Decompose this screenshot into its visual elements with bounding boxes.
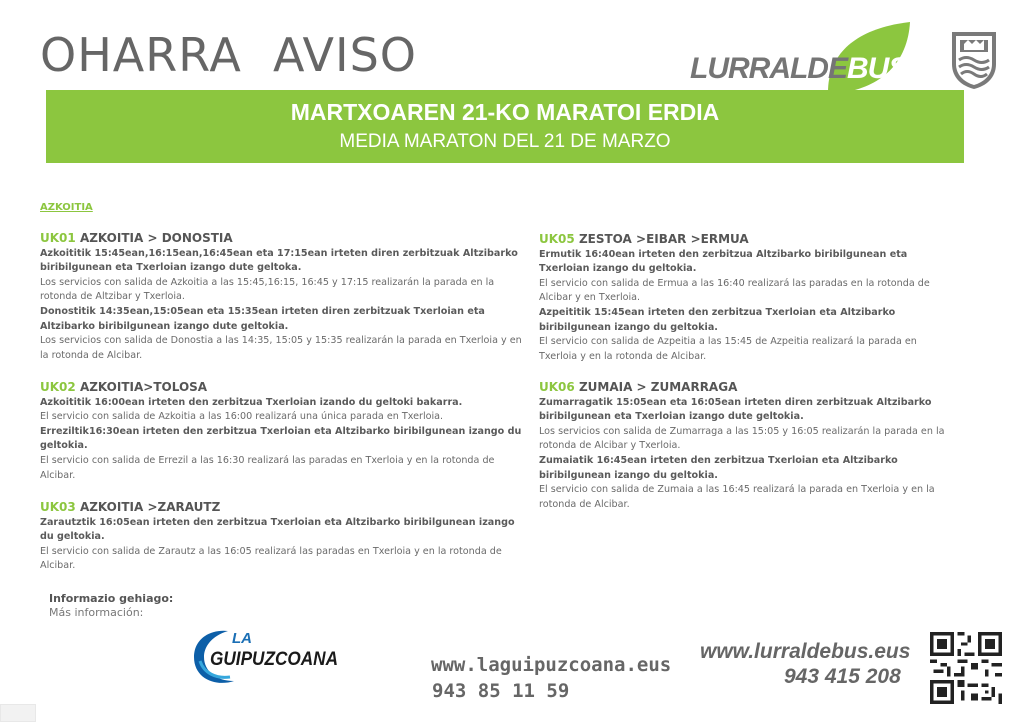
route-uk06 xyxy=(539,380,949,512)
guipuzcoana-logo-main: GUIPUZCOANA xyxy=(210,649,338,670)
route-name: AZKOITIA>TOLOSA xyxy=(79,380,208,394)
more-info-label-eu: Informazio gehiago: xyxy=(49,592,174,605)
route-note-es: El servicio con salida de Zarautz a las 16:05 realizará las paradas en Txerloia y en la rotonda de Alcibar. xyxy=(40,545,502,572)
route-code: UK03 xyxy=(40,500,76,514)
route-note-eu: Ermutik 16:40ean irteten den zerbitzua Altzibarko biribilgunean eta Txerloian izango du geltokia. xyxy=(539,248,908,275)
route-note-es: El servicio con salida de Ermua a las 16:40 realizará las paradas en la rotonda de Alcibar y en Txerloia. xyxy=(539,277,930,304)
route-code: UK05 xyxy=(539,232,575,246)
route-name: ZUMAIA > ZUMARRAGA xyxy=(578,380,738,394)
route-uk01 xyxy=(40,231,528,363)
route-note-es: Los servicios con salida de Azkoitia a las 15:45,16:15, 16:45 y 17:15 realizarán la parada en la rotonda de Altzibar y Txerloia. xyxy=(40,276,495,303)
route-code: UK06 xyxy=(539,380,575,394)
town-link-azkoitia[interactable]: AZKOITIA xyxy=(40,202,93,213)
route-note-eu: Azpeititik 15:45ean irteten den zerbitzua Txerloian eta Altzibarko biribilgunean izango du geltokia. xyxy=(539,306,896,333)
route-note-eu: Erreziltik16:30ean irteten den zerbitzua Txerloian eta Altzibarko biribilgunean izango du geltokia. xyxy=(40,425,522,452)
route-note-eu: Zarautztik 16:05ean irteten den zerbitzua Txerloian eta Altzibarko biribilgunean izango du geltokia. xyxy=(40,516,515,543)
route-name: ZESTOA >EIBAR >ERMUA xyxy=(578,232,749,246)
guipuzcoana-logo-top: LA xyxy=(232,630,252,647)
route-note-es: El servicio con salida de Azpeitia a las 15:45 de Azpeitia realizará la parada en Txerloia y en la rotonda de Alcibar. xyxy=(539,336,917,362)
route-note-es: El servicio con salida de Zumaia a las 16:45 realizará la parada en Txerloia y en la rotonda de Alcibar. xyxy=(539,484,935,510)
coat-of-arms-icon xyxy=(950,30,998,90)
route-name: AZKOITIA > DONOSTIA xyxy=(79,231,233,245)
guipuzcoana-phone: 943 85 11 59 xyxy=(432,680,570,702)
lurraldebus-phone: 943 415 208 xyxy=(784,665,901,688)
banner-title-eu: MARTXOAREN 21-KO MARATOI ERDIA xyxy=(290,99,720,125)
route-uk03 xyxy=(40,500,528,574)
route-note-es: Los servicios con salida de Donostia a las 14:35, 15:05 y 15:35 realizarán la parada en Txerloia y en la rotonda de Alcibar. xyxy=(40,335,522,361)
route-note-eu: Azkoititik 16:00ean irteten den zerbitzua Txerloian izando du geltoki bakarra. xyxy=(40,396,463,408)
route-note-eu: Zumaiatik 16:45ean irteten den zerbitzua Txerloian eta Altzibarko biribilgunean izango du geltokia. xyxy=(539,454,898,481)
lurraldebus-logo xyxy=(684,20,916,98)
corner-mark xyxy=(0,704,36,722)
more-info-label-es: Más información: xyxy=(49,606,144,619)
route-note-es: Los servicios con salida de Zumarraga a las 15:05 y 16:05 realizarán la parada en la rotonda de Alcibar y Txerloia. xyxy=(539,425,945,452)
more-info xyxy=(49,592,173,620)
route-note-es: El servicio con salida de Azkoitia a las 16:00 realizará una única parada en Txerloia. xyxy=(40,411,444,423)
route-note-es: El servicio con salida de Errezil a las 16:30 realizará las paradas en Txerloia y en la rotonda de Alcibar. xyxy=(40,454,495,481)
laguipuzcoana-logo xyxy=(190,627,350,687)
route-name: AZKOITIA >ZARAUTZ xyxy=(79,500,221,514)
brand-text: LURRALDE xyxy=(690,52,847,85)
qr-code-icon[interactable] xyxy=(930,632,1002,704)
route-note-eu: Azkoititik 15:45ean,16:15ean,16:45ean eta 17:15ean irteten diren zerbitzuak Altzibarko biribilgunean eta Txerloian izango dute geltoka. xyxy=(40,247,518,274)
page-title: OHARRA AVISO xyxy=(40,28,418,82)
route-uk02 xyxy=(40,380,528,483)
route-note-eu: Zumarragatik 15:05ean eta 16:05ean irteten diren zerbitzuak Altzibarko biribilgunean eta Txerloian izango dute geltokia. xyxy=(539,396,932,423)
brand-text-accent: BUS xyxy=(847,52,908,85)
banner-title-es: MEDIA MARATON DEL 21 DE MARZO xyxy=(339,131,671,152)
guipuzcoana-website-link[interactable]: www.laguipuzcoana.eus xyxy=(431,654,672,676)
route-code: UK02 xyxy=(40,380,76,394)
announcement-banner xyxy=(46,90,964,163)
route-note-eu: Donostitik 14:35ean,15:05ean eta 15:35ean irteten diren zerbitzuak Txerloian eta Altzibarko biribilgunean izango dute geltokia. xyxy=(40,305,485,332)
route-code: UK01 xyxy=(40,231,76,245)
lurraldebus-website-link[interactable]: www.lurraldebus.eus xyxy=(700,640,911,663)
route-uk05 xyxy=(539,232,949,364)
